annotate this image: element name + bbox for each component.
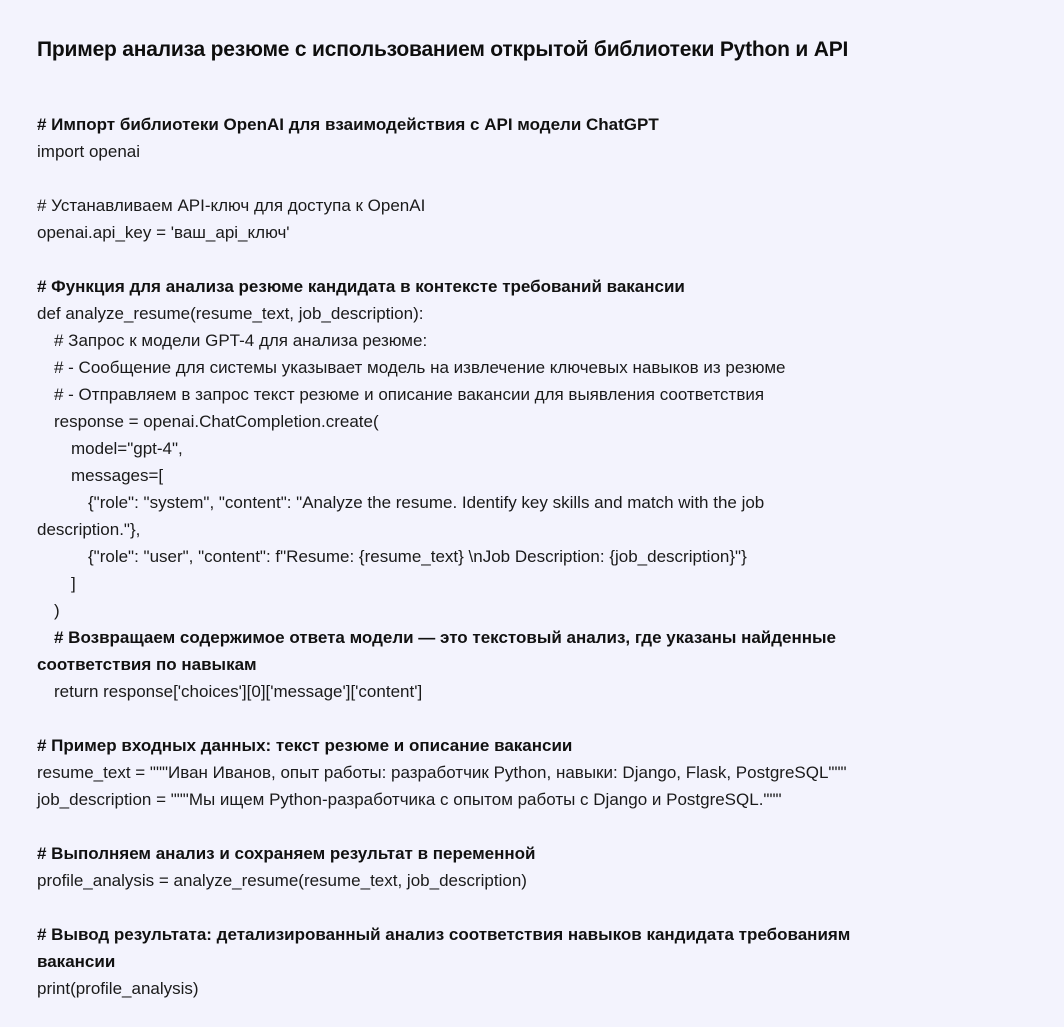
code-line-api-key: openai.api_key = 'ваш_api_ключ': [37, 223, 290, 242]
code-line-profile-analysis: profile_analysis = analyze_resume(resume_text, job_description): [37, 871, 527, 890]
blank-line: [37, 813, 1047, 840]
code-line-def: def analyze_resume(resume_text, job_description):: [37, 304, 424, 323]
code-block: [37, 111, 1047, 1002]
comment-output-cont: вакансии: [37, 952, 116, 971]
code-line-system-role-cont: description."},: [37, 520, 141, 539]
comment-system-message: # - Сообщение для системы указывает модель на извлечение ключевых навыков из резюме: [54, 358, 786, 377]
code-line-messages: messages=[: [71, 466, 164, 485]
comment-import: # Импорт библиотеки OpenAI для взаимодействия с API модели ChatGPT: [37, 115, 659, 134]
code-line-response: response = openai.ChatCompletion.create(: [54, 412, 379, 431]
code-line-close-bracket: ]: [71, 574, 76, 593]
comment-return-cont: соответствия по навыкам: [37, 655, 257, 674]
comment-return: # Возвращаем содержимое ответа модели — это текстовый анализ, где указаны найденные: [54, 628, 837, 647]
code-line-resume-text: resume_text = """Иван Иванов, опыт работы: разработчик Python, навыки: Django, Flask, PostgreSQL""": [37, 763, 847, 782]
blank-line: [37, 894, 1047, 921]
blank-line: [37, 705, 1047, 732]
code-line-user-role: {"role": "user", "content": f"Resume: {resume_text} \nJob Description: {job_description}"}: [88, 547, 747, 566]
comment-output: # Вывод результата: детализированный анализ соответствия навыков кандидата требованиям: [37, 925, 851, 944]
comment-input-example: # Пример входных данных: текст резюме и описание вакансии: [37, 736, 573, 755]
comment-execute: # Выполняем анализ и сохраняем результат в переменной: [37, 844, 536, 863]
comment-function: # Функция для анализа резюме кандидата в контексте требований вакансии: [37, 277, 685, 296]
blank-line: [37, 246, 1047, 273]
comment-request: # Запрос к модели GPT-4 для анализа резюме:: [54, 331, 428, 350]
code-line-model: model="gpt-4",: [71, 439, 183, 458]
blank-line: [37, 165, 1047, 192]
code-line-return: return response['choices'][0]['message']['content']: [54, 682, 423, 701]
code-line-job-description: job_description = """Мы ищем Python-разработчика с опытом работы с Django и PostgreSQL.""": [37, 790, 782, 809]
page-title: Пример анализа резюме с использованием открытой библиотеки Python и API: [37, 38, 849, 61]
comment-api-key: # Устанавливаем API-ключ для доступа к OpenAI: [37, 196, 426, 215]
comment-send-request: # - Отправляем в запрос текст резюме и описание вакансии для выявления соответствия: [54, 385, 765, 404]
code-line-close-paren: ): [54, 601, 60, 620]
code-line-print: print(profile_analysis): [37, 979, 199, 998]
code-line-import: import openai: [37, 142, 141, 161]
code-line-system-role: {"role": "system", "content": "Analyze the resume. Identify key skills and match with the job: [88, 493, 765, 512]
